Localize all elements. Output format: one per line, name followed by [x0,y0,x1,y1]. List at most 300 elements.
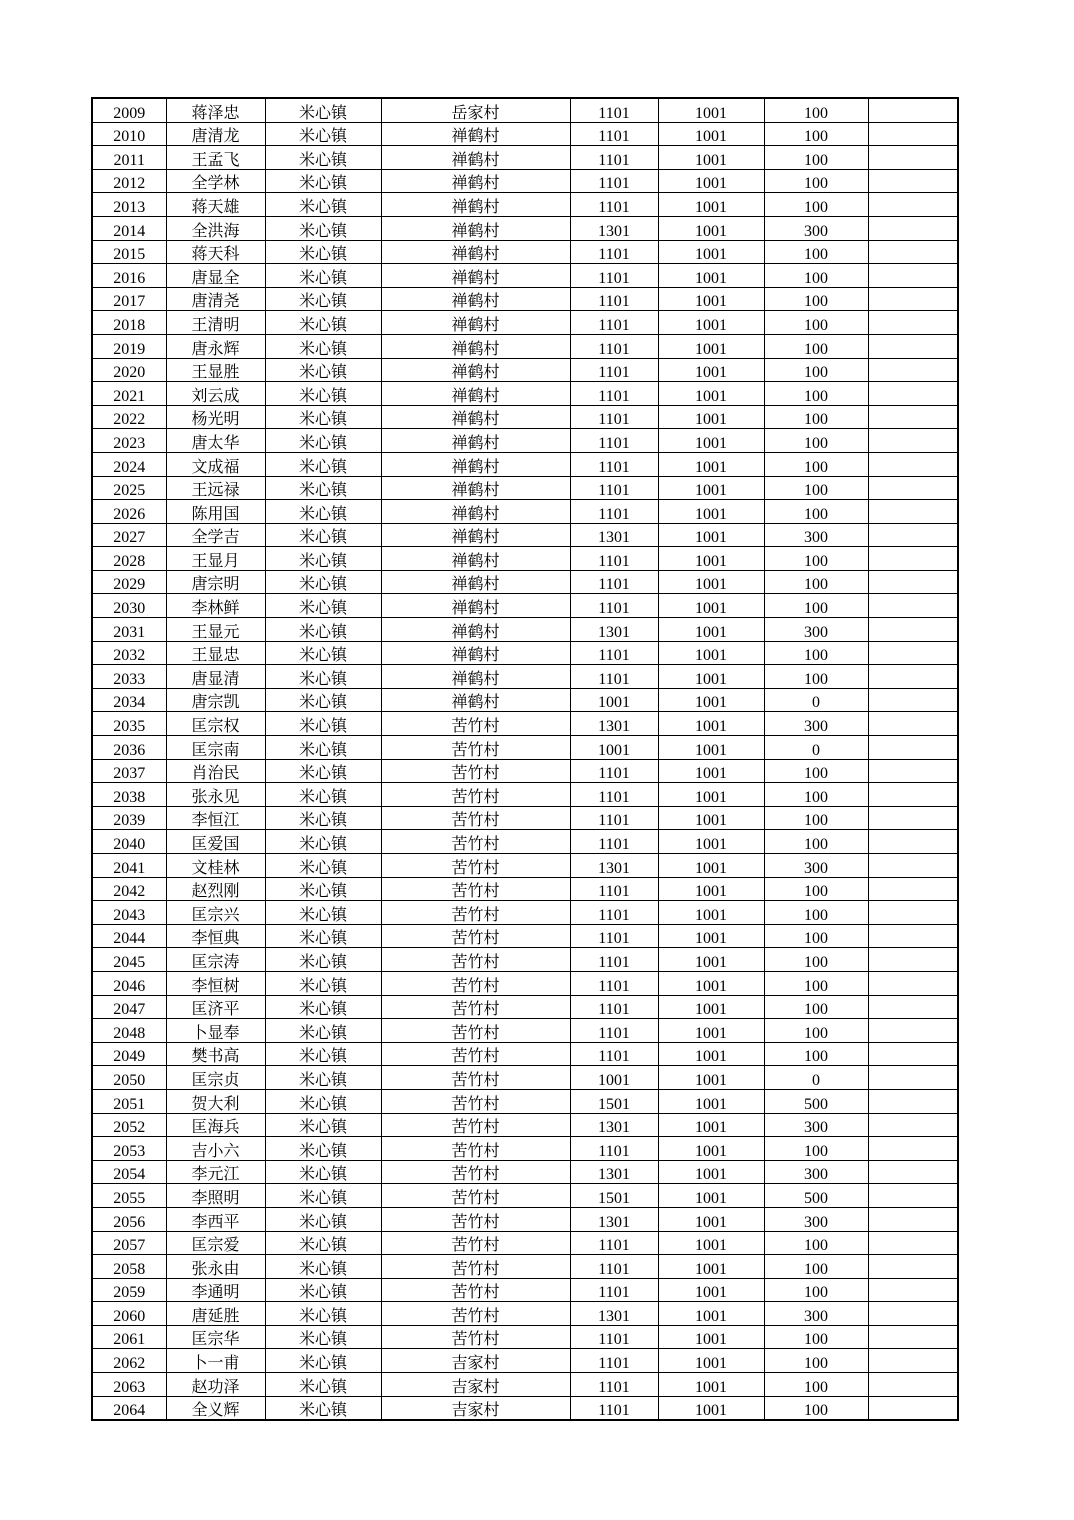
value-a-cell: 1101 [570,1373,658,1397]
town-cell: 米心镇 [265,1325,381,1349]
difference-cell: 300 [764,1113,868,1137]
value-a-cell: 1101 [570,382,658,406]
table-row [92,1373,958,1397]
note-cell [868,523,958,547]
row-number-cell: 2046 [92,971,166,995]
town-cell: 米心镇 [265,1396,381,1420]
note-cell [868,759,958,783]
note-cell [868,1255,958,1279]
village-cell: 禅鹤村 [381,122,570,146]
note-cell [868,1373,958,1397]
value-b-cell: 1001 [658,405,764,429]
town-cell: 米心镇 [265,948,381,972]
value-a-cell: 1101 [570,1396,658,1420]
town-cell: 米心镇 [265,358,381,382]
table-row [92,1137,958,1161]
row-number-cell: 2017 [92,287,166,311]
note-cell [868,382,958,406]
table-row [92,193,958,217]
name-cell: 李恒江 [166,806,265,830]
name-cell: 全学吉 [166,523,265,547]
town-cell: 米心镇 [265,783,381,807]
row-number-cell: 2041 [92,854,166,878]
value-b-cell: 1001 [658,1042,764,1066]
value-b-cell: 1001 [658,1113,764,1137]
row-number-cell: 2024 [92,452,166,476]
town-cell: 米心镇 [265,901,381,925]
value-a-cell: 1001 [570,1066,658,1090]
name-cell: 王显忠 [166,641,265,665]
name-cell: 王清明 [166,311,265,335]
table-row [92,523,958,547]
difference-cell: 300 [764,216,868,240]
town-cell: 米心镇 [265,311,381,335]
difference-cell: 100 [764,1325,868,1349]
note-cell [868,688,958,712]
note-cell [868,854,958,878]
table-row [92,712,958,736]
table-row [92,594,958,618]
row-number-cell: 2056 [92,1207,166,1231]
value-b-cell: 1001 [658,1160,764,1184]
value-b-cell: 1001 [658,971,764,995]
village-cell: 禅鹤村 [381,523,570,547]
value-a-cell: 1101 [570,240,658,264]
town-cell: 米心镇 [265,1231,381,1255]
town-cell: 米心镇 [265,877,381,901]
value-a-cell: 1101 [570,287,658,311]
difference-cell: 100 [764,547,868,571]
value-a-cell: 1101 [570,665,658,689]
value-a-cell: 1101 [570,641,658,665]
value-a-cell: 1101 [570,570,658,594]
note-cell [868,98,958,122]
difference-cell: 100 [764,759,868,783]
value-a-cell: 1101 [570,1019,658,1043]
row-number-cell: 2036 [92,736,166,760]
value-a-cell: 1101 [570,783,658,807]
note-cell [868,1184,958,1208]
note-cell [868,712,958,736]
value-a-cell: 1101 [570,476,658,500]
row-number-cell: 2021 [92,382,166,406]
table-row [92,1019,958,1043]
table-row [92,924,958,948]
row-number-cell: 2060 [92,1302,166,1326]
note-cell [868,901,958,925]
row-number-cell: 2043 [92,901,166,925]
value-a-cell: 1101 [570,405,658,429]
name-cell: 唐显清 [166,665,265,689]
village-cell: 禅鹤村 [381,169,570,193]
note-cell [868,240,958,264]
value-a-cell: 1101 [570,169,658,193]
difference-cell: 100 [764,1042,868,1066]
table-body [92,98,958,1420]
village-cell: 苦竹村 [381,924,570,948]
note-cell [868,948,958,972]
name-cell: 王孟飞 [166,146,265,170]
village-cell: 苦竹村 [381,1278,570,1302]
town-cell: 米心镇 [265,1066,381,1090]
town-cell: 米心镇 [265,759,381,783]
row-number-cell: 2058 [92,1255,166,1279]
note-cell [868,1278,958,1302]
value-a-cell: 1101 [570,547,658,571]
town-cell: 米心镇 [265,1302,381,1326]
table-row [92,830,958,854]
value-b-cell: 1001 [658,901,764,925]
table-row [92,287,958,311]
town-cell: 米心镇 [265,1160,381,1184]
town-cell: 米心镇 [265,1089,381,1113]
difference-cell: 100 [764,783,868,807]
note-cell [868,924,958,948]
table-row [92,641,958,665]
village-cell: 禅鹤村 [381,641,570,665]
note-cell [868,1207,958,1231]
note-cell [868,122,958,146]
value-b-cell: 1001 [658,240,764,264]
row-number-cell: 2057 [92,1231,166,1255]
value-a-cell: 1101 [570,948,658,972]
note-cell [868,1349,958,1373]
note-cell [868,783,958,807]
difference-cell: 300 [764,618,868,642]
row-number-cell: 2010 [92,122,166,146]
name-cell: 李元江 [166,1160,265,1184]
town-cell: 米心镇 [265,688,381,712]
row-number-cell: 2022 [92,405,166,429]
difference-cell: 100 [764,877,868,901]
name-cell: 匡宗贞 [166,1066,265,1090]
row-number-cell: 2054 [92,1160,166,1184]
value-b-cell: 1001 [658,1207,764,1231]
village-cell: 苦竹村 [381,1231,570,1255]
name-cell: 匡济平 [166,995,265,1019]
note-cell [868,971,958,995]
table-row [92,1231,958,1255]
name-cell: 匡宗南 [166,736,265,760]
village-cell: 岳家村 [381,98,570,122]
value-a-cell: 1101 [570,429,658,453]
difference-cell: 100 [764,830,868,854]
village-cell: 苦竹村 [381,1113,570,1137]
village-cell: 苦竹村 [381,1325,570,1349]
town-cell: 米心镇 [265,193,381,217]
town-cell: 米心镇 [265,334,381,358]
row-number-cell: 2035 [92,712,166,736]
value-a-cell: 1301 [570,1207,658,1231]
value-b-cell: 1001 [658,877,764,901]
table-row [92,240,958,264]
table-row [92,382,958,406]
note-cell [868,287,958,311]
table-row [92,570,958,594]
village-cell: 苦竹村 [381,1042,570,1066]
value-b-cell: 1001 [658,216,764,240]
difference-cell: 300 [764,854,868,878]
table-row [92,476,958,500]
value-b-cell: 1001 [658,146,764,170]
town-cell: 米心镇 [265,405,381,429]
name-cell: 唐宗凯 [166,688,265,712]
row-number-cell: 2026 [92,500,166,524]
value-b-cell: 1001 [658,995,764,1019]
name-cell: 樊书高 [166,1042,265,1066]
town-cell: 米心镇 [265,122,381,146]
value-b-cell: 1001 [658,1137,764,1161]
village-cell: 禅鹤村 [381,429,570,453]
name-cell: 王显月 [166,547,265,571]
row-number-cell: 2027 [92,523,166,547]
table-row [92,1066,958,1090]
difference-cell: 100 [764,452,868,476]
row-number-cell: 2049 [92,1042,166,1066]
name-cell: 唐清尧 [166,287,265,311]
town-cell: 米心镇 [265,146,381,170]
town-cell: 米心镇 [265,924,381,948]
value-b-cell: 1001 [658,476,764,500]
value-b-cell: 1001 [658,688,764,712]
town-cell: 米心镇 [265,1137,381,1161]
value-b-cell: 1001 [658,1231,764,1255]
difference-cell: 100 [764,358,868,382]
value-b-cell: 1001 [658,429,764,453]
town-cell: 米心镇 [265,1207,381,1231]
note-cell [868,806,958,830]
village-cell: 禅鹤村 [381,547,570,571]
row-number-cell: 2063 [92,1373,166,1397]
value-a-cell: 1001 [570,688,658,712]
village-cell: 禅鹤村 [381,382,570,406]
name-cell: 匡宗权 [166,712,265,736]
name-cell: 李西平 [166,1207,265,1231]
difference-cell: 0 [764,688,868,712]
village-cell: 吉家村 [381,1349,570,1373]
note-cell [868,452,958,476]
value-a-cell: 1301 [570,216,658,240]
value-a-cell: 1101 [570,830,658,854]
village-cell: 禅鹤村 [381,688,570,712]
table-row [92,877,958,901]
name-cell: 张永见 [166,783,265,807]
note-cell [868,169,958,193]
note-cell [868,1302,958,1326]
row-number-cell: 2019 [92,334,166,358]
name-cell: 全洪海 [166,216,265,240]
village-cell: 禅鹤村 [381,452,570,476]
table-row [92,1089,958,1113]
difference-cell: 100 [764,594,868,618]
name-cell: 文成福 [166,452,265,476]
value-b-cell: 1001 [658,264,764,288]
note-cell [868,1042,958,1066]
difference-cell: 100 [764,665,868,689]
name-cell: 蒋天雄 [166,193,265,217]
name-cell: 匡海兵 [166,1113,265,1137]
difference-cell: 100 [764,1019,868,1043]
name-cell: 全学林 [166,169,265,193]
difference-cell: 100 [764,405,868,429]
name-cell: 张永由 [166,1255,265,1279]
name-cell: 唐永辉 [166,334,265,358]
note-cell [868,736,958,760]
name-cell: 全义辉 [166,1396,265,1420]
town-cell: 米心镇 [265,1278,381,1302]
village-cell: 吉家村 [381,1373,570,1397]
name-cell: 王显胜 [166,358,265,382]
village-cell: 苦竹村 [381,1089,570,1113]
data-table [91,97,959,1421]
name-cell: 卜一甫 [166,1349,265,1373]
value-b-cell: 1001 [658,452,764,476]
name-cell: 杨光明 [166,405,265,429]
note-cell [868,216,958,240]
town-cell: 米心镇 [265,1373,381,1397]
note-cell [868,618,958,642]
row-number-cell: 2037 [92,759,166,783]
value-b-cell: 1001 [658,1349,764,1373]
row-number-cell: 2014 [92,216,166,240]
value-a-cell: 1101 [570,1137,658,1161]
value-b-cell: 1001 [658,358,764,382]
name-cell: 蒋泽忠 [166,98,265,122]
value-a-cell: 1101 [570,594,658,618]
name-cell: 赵功泽 [166,1373,265,1397]
difference-cell: 100 [764,924,868,948]
village-cell: 苦竹村 [381,736,570,760]
value-a-cell: 1101 [570,334,658,358]
name-cell: 肖治民 [166,759,265,783]
difference-cell: 100 [764,1349,868,1373]
difference-cell: 100 [764,1255,868,1279]
name-cell: 匡宗涛 [166,948,265,972]
value-a-cell: 1101 [570,806,658,830]
note-cell [868,500,958,524]
row-number-cell: 2039 [92,806,166,830]
note-cell [868,429,958,453]
table-row [92,311,958,335]
town-cell: 米心镇 [265,1042,381,1066]
row-number-cell: 2051 [92,1089,166,1113]
value-a-cell: 1301 [570,618,658,642]
value-b-cell: 1001 [658,1373,764,1397]
note-cell [868,1113,958,1137]
value-b-cell: 1001 [658,570,764,594]
row-number-cell: 2023 [92,429,166,453]
name-cell: 王远禄 [166,476,265,500]
village-cell: 禅鹤村 [381,146,570,170]
table-row [92,1113,958,1137]
note-cell [868,995,958,1019]
value-a-cell: 1301 [570,1302,658,1326]
value-b-cell: 1001 [658,1255,764,1279]
village-cell: 苦竹村 [381,783,570,807]
value-b-cell: 1001 [658,1066,764,1090]
village-cell: 苦竹村 [381,1066,570,1090]
name-cell: 赵烈刚 [166,877,265,901]
difference-cell: 100 [764,311,868,335]
value-b-cell: 1001 [658,924,764,948]
value-b-cell: 1001 [658,665,764,689]
difference-cell: 100 [764,193,868,217]
table-row [92,429,958,453]
name-cell: 李照明 [166,1184,265,1208]
value-a-cell: 1301 [570,1160,658,1184]
village-cell: 苦竹村 [381,1302,570,1326]
town-cell: 米心镇 [265,712,381,736]
village-cell: 禅鹤村 [381,594,570,618]
row-number-cell: 2053 [92,1137,166,1161]
difference-cell: 100 [764,146,868,170]
value-b-cell: 1001 [658,1396,764,1420]
difference-cell: 100 [764,1137,868,1161]
value-a-cell: 1301 [570,712,658,736]
value-a-cell: 1101 [570,924,658,948]
value-a-cell: 1101 [570,1231,658,1255]
note-cell [868,570,958,594]
table-row [92,1042,958,1066]
village-cell: 苦竹村 [381,1160,570,1184]
name-cell: 李通明 [166,1278,265,1302]
row-number-cell: 2052 [92,1113,166,1137]
town-cell: 米心镇 [265,736,381,760]
value-a-cell: 1101 [570,901,658,925]
name-cell: 唐显全 [166,264,265,288]
name-cell: 匡爱国 [166,830,265,854]
value-a-cell: 1301 [570,854,658,878]
note-cell [868,311,958,335]
village-cell: 禅鹤村 [381,665,570,689]
difference-cell: 100 [764,570,868,594]
value-a-cell: 1101 [570,98,658,122]
name-cell: 李林鲜 [166,594,265,618]
value-b-cell: 1001 [658,948,764,972]
row-number-cell: 2025 [92,476,166,500]
village-cell: 禅鹤村 [381,500,570,524]
name-cell: 匡宗爱 [166,1231,265,1255]
difference-cell: 100 [764,122,868,146]
town-cell: 米心镇 [265,98,381,122]
village-cell: 苦竹村 [381,830,570,854]
difference-cell: 300 [764,1207,868,1231]
row-number-cell: 2064 [92,1396,166,1420]
difference-cell: 100 [764,806,868,830]
village-cell: 吉家村 [381,1396,570,1420]
table-row [92,1302,958,1326]
village-cell: 禅鹤村 [381,216,570,240]
difference-cell: 100 [764,500,868,524]
town-cell: 米心镇 [265,1184,381,1208]
town-cell: 米心镇 [265,500,381,524]
village-cell: 禅鹤村 [381,476,570,500]
value-a-cell: 1101 [570,146,658,170]
town-cell: 米心镇 [265,169,381,193]
table-row [92,452,958,476]
row-number-cell: 2038 [92,783,166,807]
table-row [92,688,958,712]
value-a-cell: 1101 [570,995,658,1019]
difference-cell: 100 [764,429,868,453]
value-a-cell: 1001 [570,736,658,760]
row-number-cell: 2018 [92,311,166,335]
value-b-cell: 1001 [658,594,764,618]
value-b-cell: 1001 [658,1302,764,1326]
table-row [92,216,958,240]
village-cell: 禅鹤村 [381,334,570,358]
value-b-cell: 1001 [658,311,764,335]
